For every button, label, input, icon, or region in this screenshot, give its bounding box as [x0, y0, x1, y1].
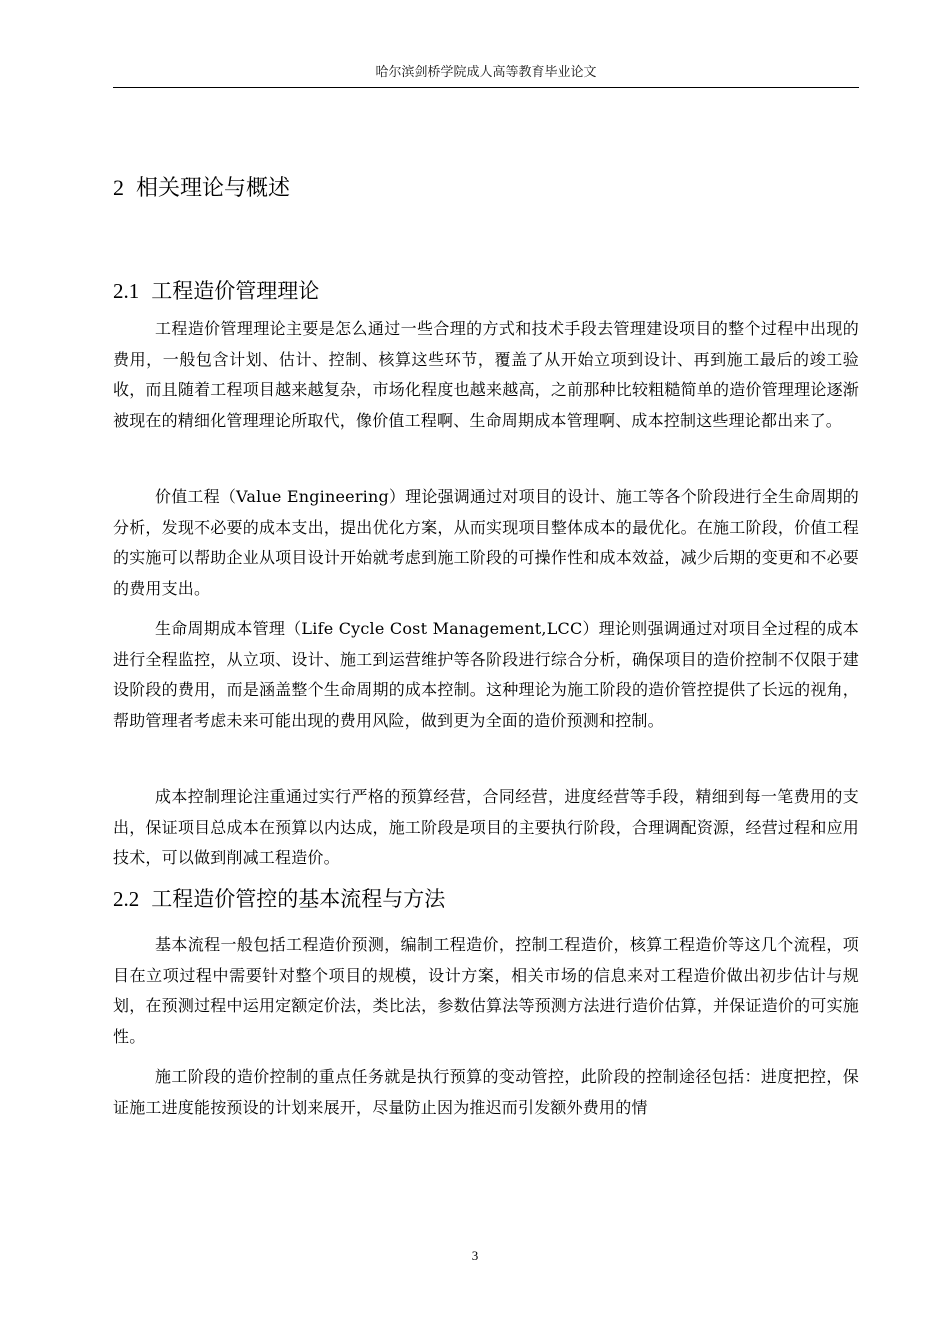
- section-title: 工程造价管理理论: [151, 279, 320, 303]
- chapter-title: 相关理论与概述: [136, 176, 291, 201]
- paragraph: 价值工程（Value Engineering）理论强调通过对项目的设计、施工等各个阶段进行全生命周期的分析，发现不必要的成本支出，提出优化方案，从而实现项目整体成本的最优化。在施工阶段，价值工程的实施可以帮助企业从项目设计开始就考虑到施工阶段的可操作性和成本效益，减少后期的变更和不必要的费用支出。: [113, 487, 859, 598]
- header-divider: [113, 87, 859, 88]
- section-number: 2.1: [113, 279, 140, 303]
- page-number: 3: [471, 1248, 479, 1263]
- paragraph: 成本控制理论注重通过实行严格的预算经营，合同经营，进度经营等手段，精细到每一笔费用的支出，保证项目总成本在预算以内达成，施工阶段是项目的主要执行阶段，合理调配资源，经营过程和应用技术，可以做到削减工程造价。: [113, 787, 859, 868]
- paragraph: 生命周期成本管理（Life Cycle Cost Management,LCC）理论则强调通过对项目全过程的成本进行全程监控，从立项、设计、施工到运营维护等各阶段进行综合分析，确保项目的造价控制不仅限于建设阶段的费用，而是涵盖整个生命周期的成本控制。这种理论为施工阶段的造价管控提供了长远的视角，帮助管理者考虑未来可能出现的费用风险，做到更为全面的造价预测和控制。: [113, 619, 859, 730]
- chapter-number: 2: [113, 175, 124, 200]
- running-header: 哈尔滨剑桥学院成人高等教育毕业论文: [375, 65, 597, 80]
- section-heading-2-1: [113, 276, 319, 306]
- chapter-heading: [113, 172, 290, 205]
- section-title: 工程造价管控的基本流程与方法: [151, 887, 446, 911]
- paragraph: 工程造价管理理论主要是怎么通过一些合理的方式和技术手段去管理建设项目的整个过程中出现的费用，一般包含计划、估计、控制、核算这些环节，覆盖了从开始立项到设计、再到施工最后的竣工验收，而且随着工程项目越来越复杂，市场化程度也越来越高，之前那种比较粗糙简单的造价管理理论逐渐被现在的精细化管理理论所取代，像价值工程啊、生命周期成本管理啊、成本控制这些理论都出来了。: [113, 319, 859, 430]
- paragraph: 基本流程一般包括工程造价预测，编制工程造价，控制工程造价，核算工程造价等这几个流程，项目在立项过程中需要针对整个项目的规模，设计方案，相关市场的信息来对工程造价做出初步估计与规划，在预测过程中运用定额定价法，类比法，参数估算法等预测方法进行造价估算，并保证造价的可实施性。: [113, 935, 859, 1046]
- section-number: 2.2: [113, 887, 140, 911]
- paragraph: 施工阶段的造价控制的重点任务就是执行预算的变动管控，此阶段的控制途径包括：进度把控，保证施工进度能按预设的计划来展开，尽量防止因为推迟而引发额外费用的情: [113, 1067, 859, 1117]
- section-heading-2-2: [113, 884, 445, 914]
